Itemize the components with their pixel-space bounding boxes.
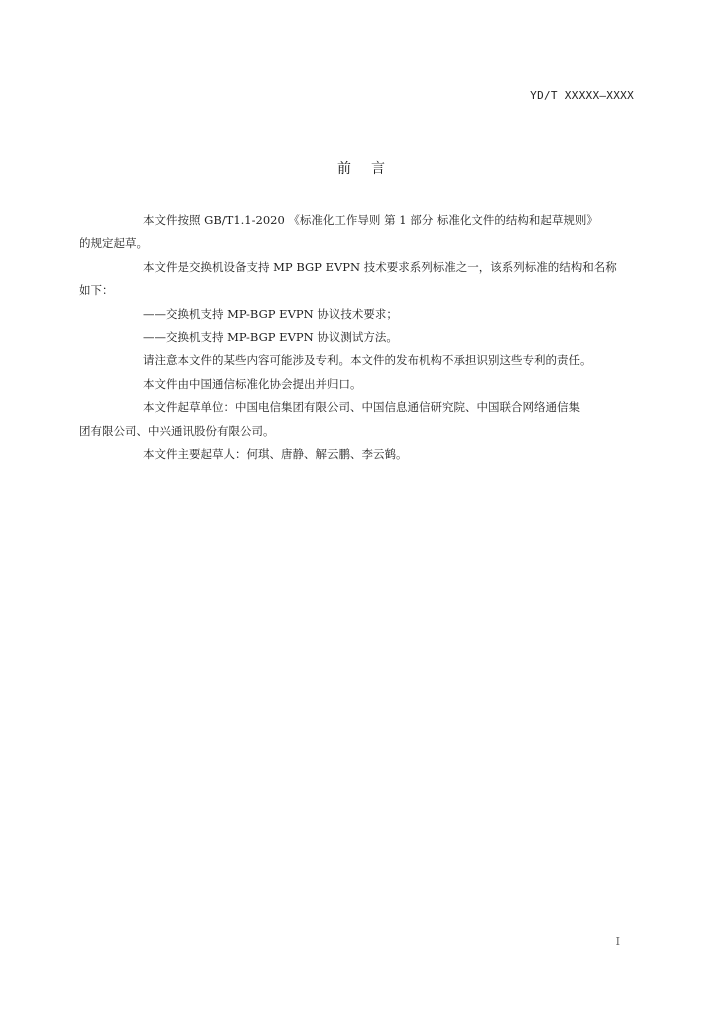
paragraph-series-item-test-methods	[111, 326, 641, 349]
paragraph-line: 本文件起草单位：中国电信集团有限公司、中国信息通信研究院、中国联合网络通信集	[143, 400, 580, 415]
paragraph-series-item-requirements	[111, 303, 641, 326]
paragraph-line: ——交换机支持 MP-BGP EVPN 协议测试方法。	[143, 330, 398, 345]
paragraph-line: 本文件主要起草人：何琪、唐静、解云鹏、李云鹤。	[143, 447, 408, 462]
paragraph-drafting-basis	[79, 209, 641, 256]
paragraph-proposer	[111, 373, 641, 396]
paragraph-line: ——交换机支持 MP-BGP EVPN 协议技术要求；	[143, 306, 398, 321]
foreword-body	[79, 209, 641, 466]
page-number: I	[615, 935, 620, 948]
paragraph-line: 本文件按照 GB/T1.1-2020 《标准化工作导则 第 1 部分 标准化文件的结构和起草规则》	[143, 213, 598, 227]
paragraph-line: 本文件由中国通信标准化协会提出并归口。	[143, 376, 362, 391]
paragraph-patent-notice	[111, 349, 641, 372]
paragraph-drafters	[111, 443, 641, 466]
paragraph-line-continued: 如下：	[79, 283, 114, 298]
section-title: 前言	[337, 161, 405, 177]
document-code-header: YD/T XXXXX—XXXX	[530, 89, 634, 102]
paragraph-line-continued: 的规定起草。	[79, 236, 148, 251]
paragraph-line: 请注意本文件的某些内容可能涉及专利。本文件的发布机构不承担识别这些专利的责任。	[143, 353, 592, 368]
paragraph-drafting-units	[79, 396, 641, 443]
paragraph-series-intro	[79, 256, 641, 303]
paragraph-line-continued: 团有限公司、中兴通讯股份有限公司。	[79, 423, 275, 438]
paragraph-line: 本文件是交换机设备支持 MP BGP EVPN 技术要求系列标准之一，该系列标准的结构和名称	[143, 259, 617, 274]
